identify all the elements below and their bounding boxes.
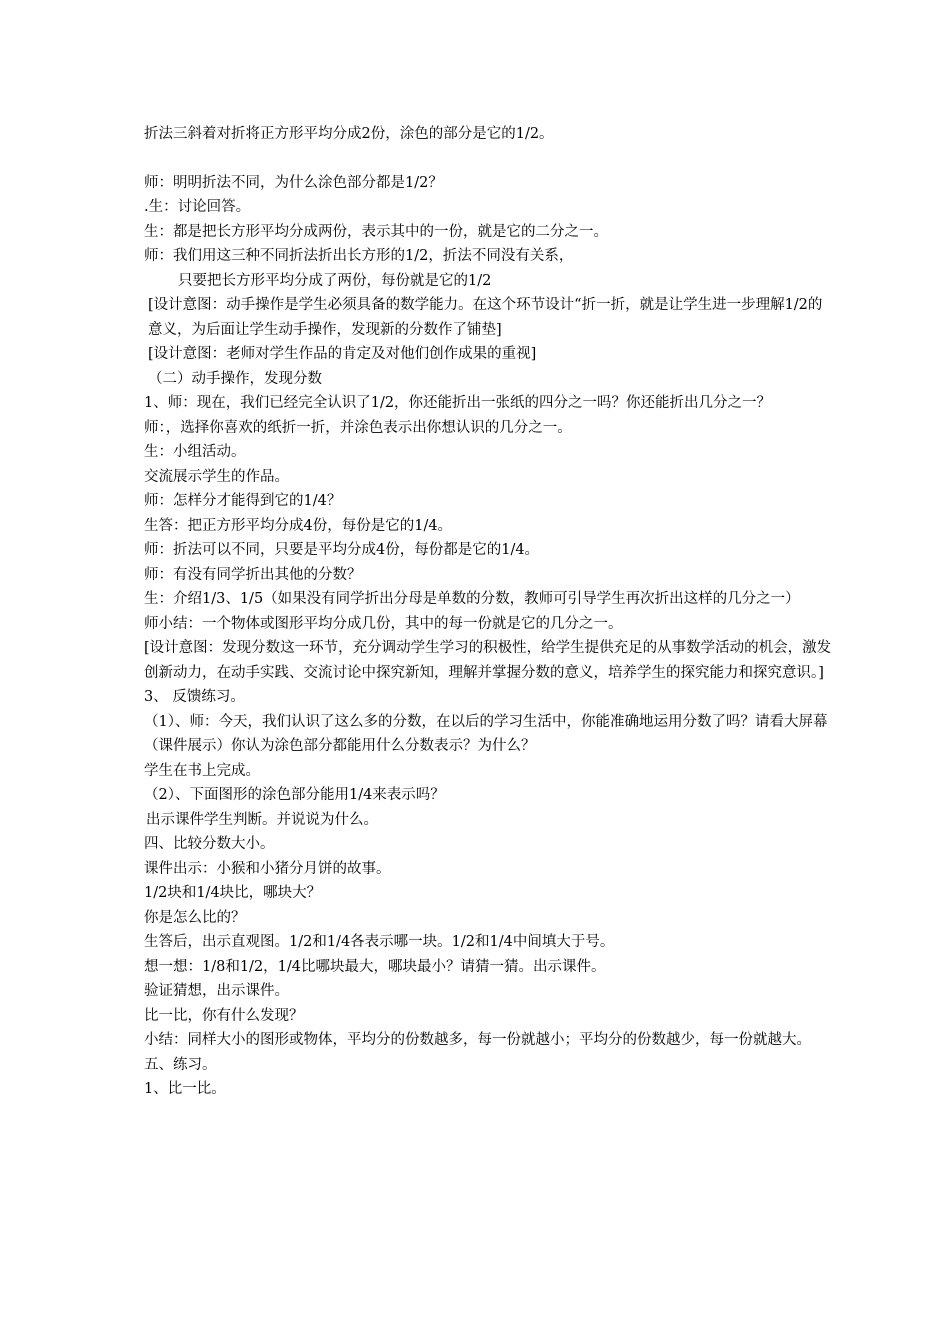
paragraph-feedback-2: （2）、下面图形的涂色部分能用1/4来表示吗？ bbox=[144, 787, 445, 803]
paragraph-verify: 验证猜想，出示课件。 bbox=[144, 983, 289, 999]
paragraph-teacher-fold-quarter: 1、师：现在，我们已经完全认识了1/2，你还能折出一张纸的四分之一吗？你还能折出几分之一？ bbox=[144, 395, 772, 411]
paragraph-design-intent-1: [设计意图：动手操作是学生必须具备的数学能力。在这个环节设计“折一折，就是让学生进一步理解1/2的意义，为后面让学生动手操作，发现新的分数作了铺垫] bbox=[148, 297, 823, 338]
document-page bbox=[144, 122, 834, 1102]
paragraph-teacher-summary-2: 只要把长方形平均分成了两份，每份就是它的1/2 bbox=[178, 272, 492, 289]
section-heading-hands-on: （二）动手操作，发现分数 bbox=[148, 370, 322, 387]
paragraph-summary: 小结：同样大小的图形或物体，平均分的份数越多，每一份就越小；平均分的份数越少，每一份就越大。 bbox=[144, 1032, 811, 1048]
paragraph-how-to-quarter: 师：怎样分才能得到它的1/4？ bbox=[144, 493, 342, 509]
section-heading-practice: 五、练习。 bbox=[144, 1056, 217, 1073]
paragraph-student-answer: 生：都是把长方形平均分成两份，表示其中的一份，就是它的二分之一。 bbox=[144, 223, 608, 240]
paragraph-practice-1: 1、比一比。 bbox=[144, 1081, 226, 1097]
paragraph-teacher-summary-1: 师：我们用这三种不同折法折出长方形的1/2，折法不同没有关系， bbox=[144, 248, 574, 264]
paragraph-feedback-1: （1）、师：今天，我们认识了这么多的分数，在以后的学习生活中，你能准确地运用分数了吗？请看大屏幕（课件展示）你认为涂色部分都能用什么分数表示？为什么？ bbox=[144, 713, 828, 754]
paragraph-mooncake-story: 课件出示：小猴和小猪分月饼的故事。 bbox=[144, 860, 391, 877]
paragraph-design-intent-2: [设计意图：老师对学生作品的肯定及对他们创作成果的重视] bbox=[148, 346, 537, 362]
paragraph-show-diagram: 生答后，出示直观图。1/2和1/4各表示哪一块。1/2和1/4中间填大于号。 bbox=[144, 934, 615, 950]
paragraph-student-quarter: 生答：把正方形平均分成4份，每份是它的1/4。 bbox=[144, 517, 453, 534]
section-heading-feedback: 3、 反馈练习。 bbox=[144, 689, 245, 705]
paragraph-show-works: 交流展示学生的作品。 bbox=[144, 468, 289, 485]
paragraph-other-fractions: 师：有没有同学折出其他的分数？ bbox=[144, 566, 362, 583]
paragraph-introduce-third-fifth: 生：介绍1/3、1/5（如果没有同学折出分母是单数的分数，教师可引导学生再次折出这样的几分之一） bbox=[144, 591, 800, 607]
paragraph-design-intent-3: [设计意图：发现分数这一环节，充分调动学生学习的积极性，给学生提供充足的从事数学活动的机会，激发创新动力，在动手实践、交流讨论中探究新知，理解并掌握分数的意义，培养学生的探究能力和探究意识。] bbox=[144, 640, 832, 681]
paragraph-think: 想一想：1/8和1/2，1/4比哪块最大，哪块最小？请猜一猜。出示课件。 bbox=[144, 958, 606, 975]
paragraph-compare-discovery: 比一比，你有什么发现？ bbox=[144, 1007, 304, 1024]
blank-line bbox=[144, 147, 834, 171]
paragraph-which-bigger: 1/2块和1/4块比，哪块大？ bbox=[144, 885, 322, 901]
paragraph-show-courseware: 出示课件学生判断。并说说为什么。 bbox=[146, 811, 378, 828]
paragraph-teacher-choose-paper: 师：，选择你喜欢的纸折一折，并涂色表示出你想认识的几分之一。 bbox=[144, 419, 572, 436]
paragraph-teacher-quarter: 师：折法可以不同，只要是平均分成4份，每份都是它的1/4。 bbox=[144, 542, 540, 558]
paragraph-teacher-question: 师：明明折法不同，为什么涂色部分都是1/2？ bbox=[144, 174, 443, 191]
section-heading-compare: 四、比较分数大小。 bbox=[144, 836, 275, 852]
paragraph-how-compare: 你是怎么比的？ bbox=[144, 909, 246, 926]
paragraph-student-discuss: .生：讨论回答。 bbox=[144, 199, 251, 215]
paragraph-complete-in-book: 学生在书上完成。 bbox=[144, 762, 260, 779]
paragraph-teacher-conclusion: 师小结：一个物体或图形平均分成几份，其中的每一份就是它的几分之一。 bbox=[144, 615, 623, 632]
paragraph-fold-method-three: 折法三斜着对折将正方形平均分成2份，涂色的部分是它的1/2。 bbox=[144, 126, 554, 142]
paragraph-group-activity: 生：小组活动。 bbox=[144, 444, 246, 460]
